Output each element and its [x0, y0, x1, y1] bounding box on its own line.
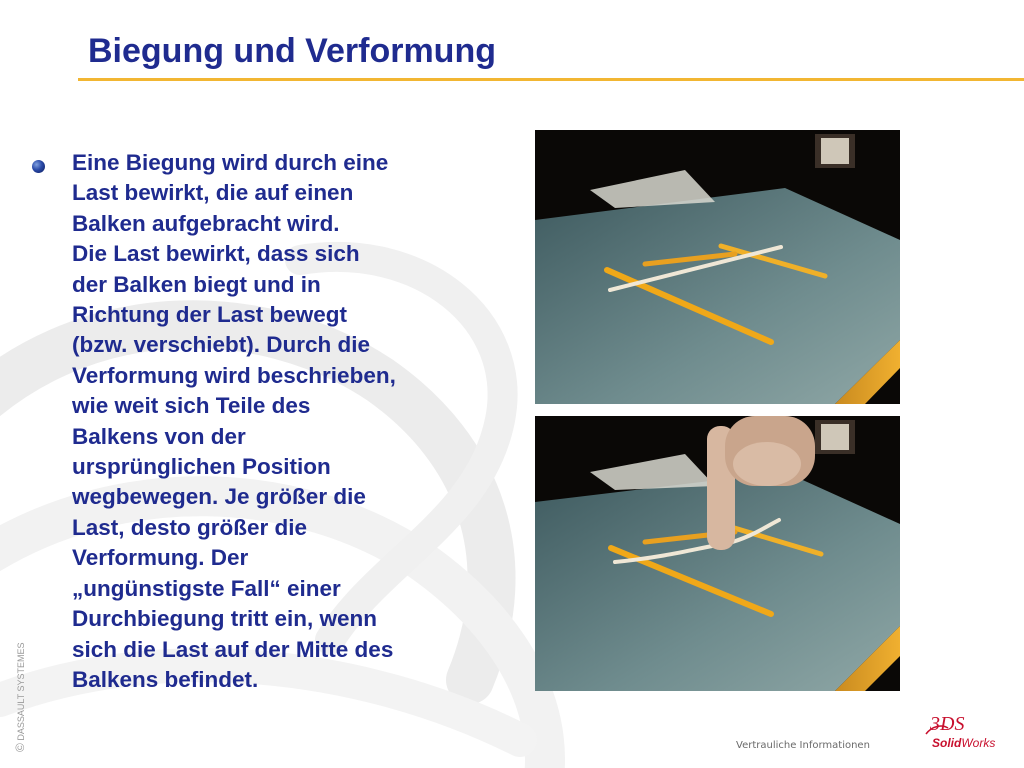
photo-finger-pressing-beam [535, 416, 900, 691]
logo-brand-works: Works [961, 736, 996, 750]
logo-mark: 3DS [930, 713, 965, 735]
photo-pencils-beam-icon [535, 130, 900, 404]
copyright-symbol: © [13, 743, 27, 752]
photo-finger-pressing-beam-icon [535, 416, 900, 691]
title-underline-rule [78, 78, 1024, 81]
body-paragraph: Eine Biegung wird durch eine Last bewirkt, die auf einen Balken aufgebracht wird. Die Last bewirkt, dass sich der Balken biegt und in Richtung der Last bewegt (bzw. verschiebt). Durch die Verformung wird beschrieben, wie weit sich Teile des Balkens von der ursprünglichen Position wegbewegen. Je größer die Last, desto größer die Verformung. Der „ungünstigste Fall“ einer Durchbiegung tritt ein, wenn sich die Last auf der Mitte des Balkens befindet. [72, 150, 396, 692]
copyright-vertical-text [13, 642, 27, 752]
photo-pencils-beam [535, 130, 900, 404]
page-title: Biegung und Verformung [88, 32, 496, 70]
confidential-note: Vertrauliche Informationen [736, 740, 870, 751]
copyright-company: DASSAULT SYSTEMES [16, 642, 26, 741]
logo-brand-solid: Solid [932, 736, 962, 750]
bullet-icon [32, 160, 45, 173]
logo-brand-text [932, 736, 995, 750]
